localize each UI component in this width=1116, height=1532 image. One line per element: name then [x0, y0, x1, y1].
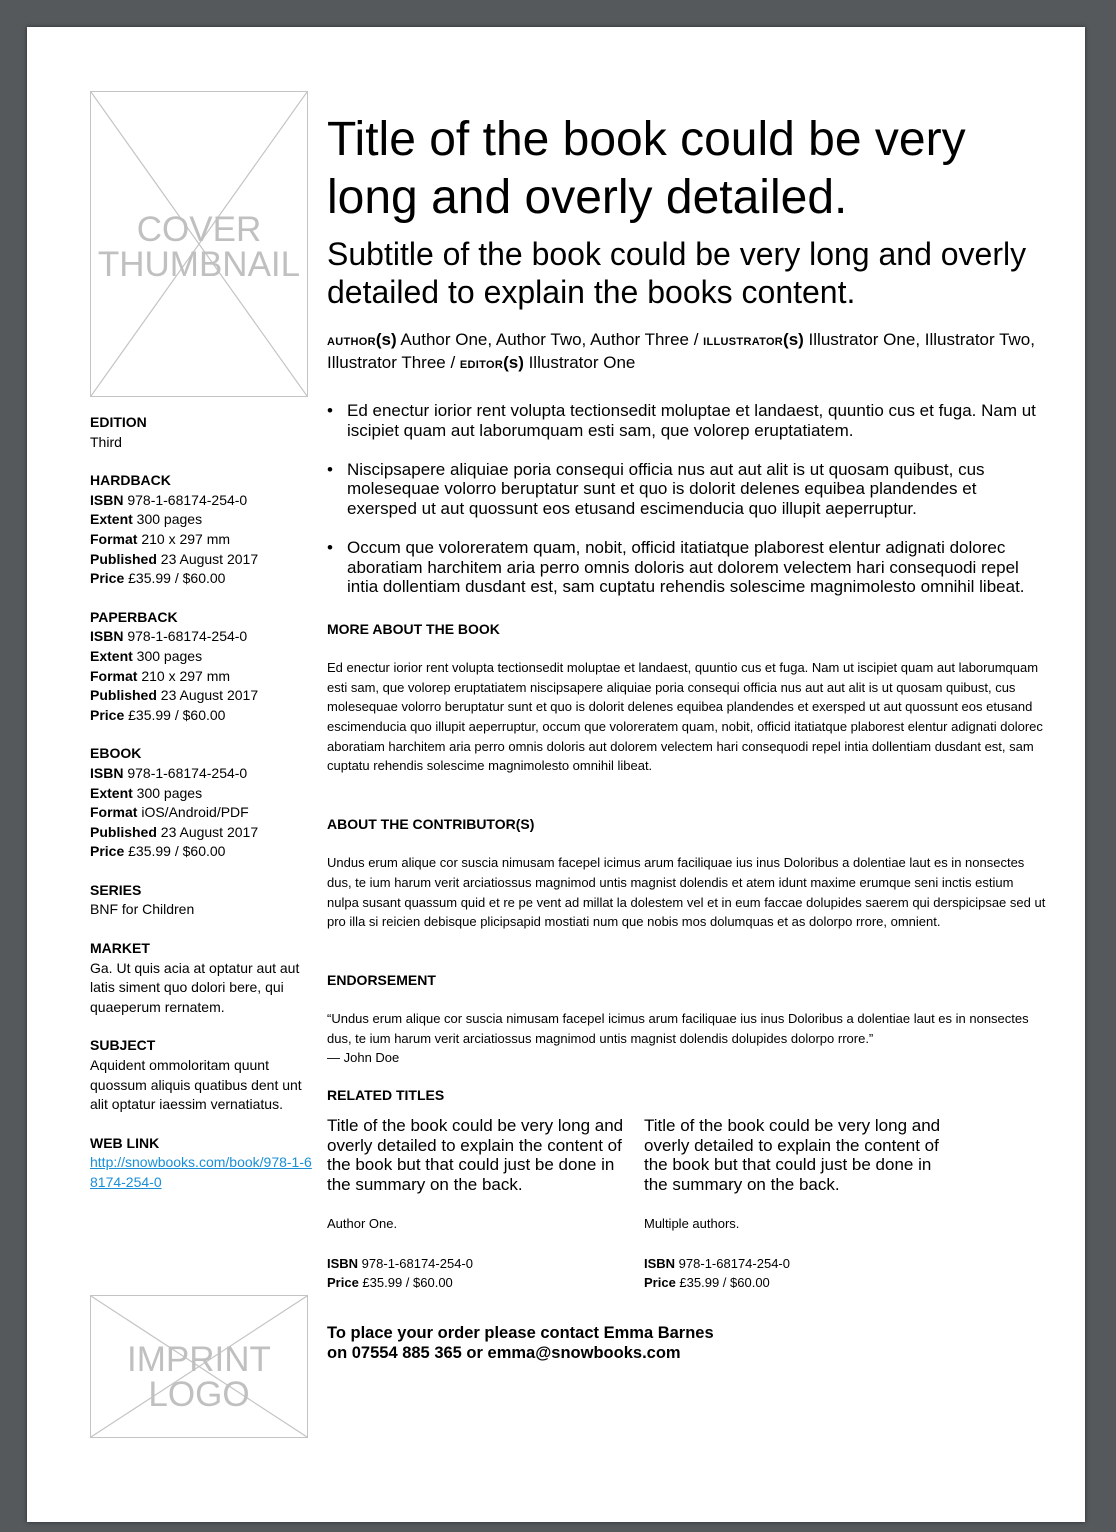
ebook-extent: Extent 300 pages: [90, 784, 203, 801]
endorsement-section: [327, 970, 1047, 1068]
related-isbn: ISBN 978-1-68174-254-0: [644, 1255, 790, 1271]
endorsement-quote: “Undus erum alique cor suscia nimusam facepel icimus arum faciliquae ius inus Doloribus a dolentiae laut es in nonsectes dus, te ium harum verit arciatiossus magnimod untis magnist dolendis dolupides dolorpo rrore.”: [327, 1010, 1029, 1046]
related-title: Title of the book could be very long and overly detailed to explain the content of the book but that could just be done in the summary on the back.: [327, 1116, 624, 1194]
related-title-card: [644, 1116, 961, 1293]
endorsement-heading: ENDORSEMENT: [327, 971, 436, 988]
paperback-heading: PAPERBACK: [90, 608, 178, 625]
related-price: Price £35.99 / $60.00: [644, 1275, 770, 1291]
imprint-placeholder-text: IMPRINT LOGO: [127, 1340, 271, 1414]
bullet-text: Occum que voloreratem quam, nobit, officid itatiatque plaborest elentur adignati dolorec aboratiam harchitem aria perro omnis doloris aut dolorem velectem hari consequodi repel intia dollentiam dusdant est, sam cuptatu rehendis solescime magnimolesto omnihil libeat.: [347, 538, 1025, 597]
order-contact: [327, 1323, 1047, 1364]
credits-line: [327, 330, 1047, 375]
weblink-url[interactable]: http://snowbooks.com/book/978-1-68174-254-0: [90, 1154, 312, 1190]
hardback-block: [90, 471, 315, 589]
ebook-published: Published 23 August 2017: [90, 823, 259, 840]
hardback-price: Price £35.99 / $60.00: [90, 570, 226, 587]
illustrator-label-suffix: (s): [783, 330, 804, 349]
related-author: Multiple authors.: [644, 1216, 740, 1232]
bullet-icon: •: [327, 459, 333, 479]
paperback-published: Published 23 August 2017: [90, 687, 259, 704]
author-label: AUTHOR: [327, 336, 376, 348]
ebook-heading: EBOOK: [90, 745, 142, 762]
book-title: Title of the book could be very long and overly detailed.: [327, 113, 966, 224]
related-title-card: [327, 1116, 644, 1293]
paperback-extent: Extent 300 pages: [90, 647, 203, 664]
hardback-isbn: ISBN 978-1-68174-254-0: [90, 491, 248, 508]
series-block: [90, 881, 315, 920]
editors: Illustrator One: [523, 352, 636, 372]
book-subtitle: Subtitle of the book could be very long and overly detailed to explain the books content.: [327, 236, 1027, 310]
market-heading: MARKET: [90, 940, 150, 957]
more-about-text: Ed enectur iorior rent volupta tectionsedit moluptae et landaest, quuntio cus et fuga. Nam ut iscipiet quam aut laborumquam esti sam, que volorep eruptatiatem niscipsapere aliquiae poria consequi officia nus aut aut alit is ut quosam quibust, cus molesequae volorro beruptatur sunt et quo is dolorit delenes equibea plandendes et exersped ut aut quossunt eos etusand escimenducia quo illupit aeperruptur, occum que voloreratem quam, nobit, officid itatiatque plaborest elentur adignati dolorec aboratiam harchitem aria perro omnis doloris aut dolorem velectem hari consequodi repel intia dollentiam dusdant est, sam cuptatu rehendis solescime magnimolesto omnihil libeat.: [327, 659, 1043, 774]
related-meta: [644, 1254, 961, 1293]
related-price: Price £35.99 / $60.00: [327, 1275, 453, 1291]
edition-heading: EDITION: [90, 414, 147, 430]
series-heading: SERIES: [90, 881, 142, 898]
ebook-block: [90, 744, 315, 862]
subject-block: [90, 1036, 315, 1114]
list-item: [327, 401, 1047, 440]
bullet-icon: •: [327, 538, 333, 558]
related-list: [327, 1116, 1047, 1293]
list-item: [327, 538, 1047, 597]
related-section: [327, 1085, 1047, 1293]
hardback-heading: HARDBACK: [90, 472, 171, 489]
market-block: [90, 939, 315, 1017]
imprint-logo-placeholder: [90, 1295, 308, 1438]
hardback-extent: Extent 300 pages: [90, 511, 203, 528]
more-about-heading: MORE ABOUT THE BOOK: [327, 620, 500, 637]
sidebar: [90, 413, 315, 1212]
hardback-format: Format 210 x 297 mm: [90, 530, 231, 547]
ebook-price: Price £35.99 / $60.00: [90, 843, 226, 860]
subject-value: Aquident ommoloritam quunt quossum aliquis quatibus dent unt alit optatur iaessim vernatiatus.: [90, 1057, 302, 1113]
bullet-icon: •: [327, 401, 333, 420]
bullet-text: Ed enectur iorior rent volupta tectionsedit moluptae et landaest, quuntio cus et fuga. Nam ut iscipiet quam aut laborumquam esti sam, que volorep eruptatiatem.: [347, 401, 1036, 440]
related-heading: RELATED TITLES: [327, 1087, 445, 1104]
contributors-text: Undus erum alique cor suscia nimusam facepel icimus arum faciliquae ius inus Doloribus a dolentiae laut es in nonsectes dus, te ium harum verit arciatiossus magnimod untis magnist dolendis et atem idunt maxime erumque seni inctis estium nulpa susant quassum quid et re pe vent ad millat la dolestem vel et in eum faccae dolupides saerem qui derspicipsae sed ut pro illa si reicien debisque plicipsapid mostiati num que nobis mos dolumquas et as dolorpo rrore, omnient.: [327, 855, 1046, 930]
list-item: [327, 460, 1047, 519]
paperback-block: [90, 608, 315, 726]
contributors-section: [327, 814, 1047, 932]
paperback-price: Price £35.99 / $60.00: [90, 706, 226, 723]
cover-thumbnail-placeholder: [90, 91, 308, 397]
cover-placeholder-text: COVER THUMBNAIL: [97, 210, 301, 284]
bullet-text: Niscipsapere aliquiae poria consequi officia nus aut aut alit is ut quosam quibust, cus molesequae volorro beruptatur sunt et quo is dolorit delenes equibea plandendes et exersped ut aut quossunt eos etusand escimenducia quo illupit aeperruptur.: [347, 459, 985, 518]
related-title: Title of the book could be very long and overly detailed to explain the content of the book but that could just be done in the summary on the back.: [644, 1116, 941, 1194]
edition-value: Third: [90, 433, 122, 450]
editor-label-suffix: (s): [503, 352, 524, 372]
authors: Author One, Author Two, Author Three /: [396, 330, 704, 349]
hardback-published: Published 23 August 2017: [90, 550, 259, 567]
key-points-list: [327, 401, 1047, 597]
series-value: BNF for Children: [90, 901, 195, 918]
ebook-format: Format iOS/Android/PDF: [90, 804, 249, 821]
order-line-2: on 07554 885 365 or emma@snowbooks.com: [327, 1344, 681, 1363]
illustrator-label: ILLUSTRATOR: [703, 336, 784, 348]
contributors-heading: ABOUT THE CONTRIBUTOR(S): [327, 816, 535, 833]
illustrators: Illustrator One, Illustrator Two, Illustrator Three /: [327, 330, 1035, 372]
paperback-isbn: ISBN 978-1-68174-254-0: [90, 628, 248, 645]
order-line-1: To place your order please contact Emma Barnes: [327, 1323, 714, 1342]
datasheet-page: [27, 27, 1085, 1522]
weblink-heading: WEB LINK: [90, 1134, 160, 1151]
related-author: Author One.: [327, 1216, 398, 1232]
more-about-section: [327, 619, 1047, 776]
related-isbn: ISBN 978-1-68174-254-0: [327, 1255, 473, 1271]
edition-block: [90, 413, 315, 452]
market-value: Ga. Ut quis acia at optatur aut aut latis siment quo dolori bere, qui quaeperum rernatem.: [90, 959, 300, 1015]
subject-heading: SUBJECT: [90, 1037, 156, 1054]
ebook-isbn: ISBN 978-1-68174-254-0: [90, 764, 248, 781]
author-label-suffix: (s): [375, 330, 397, 349]
endorsement-attribution: — John Doe: [327, 1050, 400, 1066]
weblink-block: [90, 1134, 315, 1193]
editor-label: EDITOR: [459, 358, 504, 371]
main-column: [327, 111, 1047, 1364]
related-meta: [327, 1254, 644, 1293]
paperback-format: Format 210 x 297 mm: [90, 667, 231, 684]
